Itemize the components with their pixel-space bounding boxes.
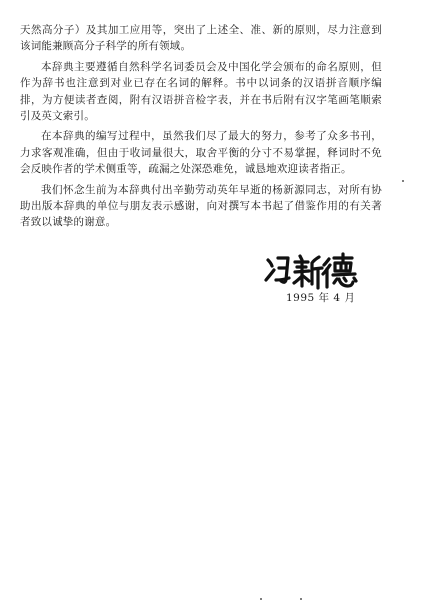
- paragraph-editing-process: 在本辞典的编写过程中，虽然我们尽了最大的努力，参考了众多书刊，力求客观准确，但由于收词量很大，取舍平衡的分寸不易掌握，释词时不免会反映作者的学术侧重等，疏漏之处深恐难免，诚恳地欢迎读者指正。: [20, 130, 382, 176]
- handwritten-signature: [262, 250, 360, 292]
- signature-date: 1995 年 4 月: [286, 292, 356, 304]
- scan-speck: [260, 598, 262, 600]
- preface-body: [20, 22, 382, 235]
- scan-speck: [402, 180, 404, 182]
- paragraph-naming-principles: 本辞典主要遵循自然科学名词委员会及中国化学会颁布的命名原则，但作为辞书也注意到对业已存在名词的解释。书中以词条的汉语拼音顺序编排，为方便读者查阅，附有汉语拼音检字表，并在书后附有汉字笔画笔顺索引及英文索引。: [20, 60, 382, 123]
- scan-speck: [300, 598, 302, 600]
- paragraph-continuation: 天然高分子）及其加工应用等，突出了上述全、准、新的原则，尽力注意到该词能兼顾高分子科学的所有领域。: [20, 24, 382, 53]
- paragraph-acknowledgements: 我们怀念生前为本辞典付出辛勤劳动英年早逝的杨新源同志，对所有协助出版本辞典的单位与朋友表示感谢，向对撰写本书起了借鉴作用的有关著者致以诚挚的谢意。: [20, 183, 382, 229]
